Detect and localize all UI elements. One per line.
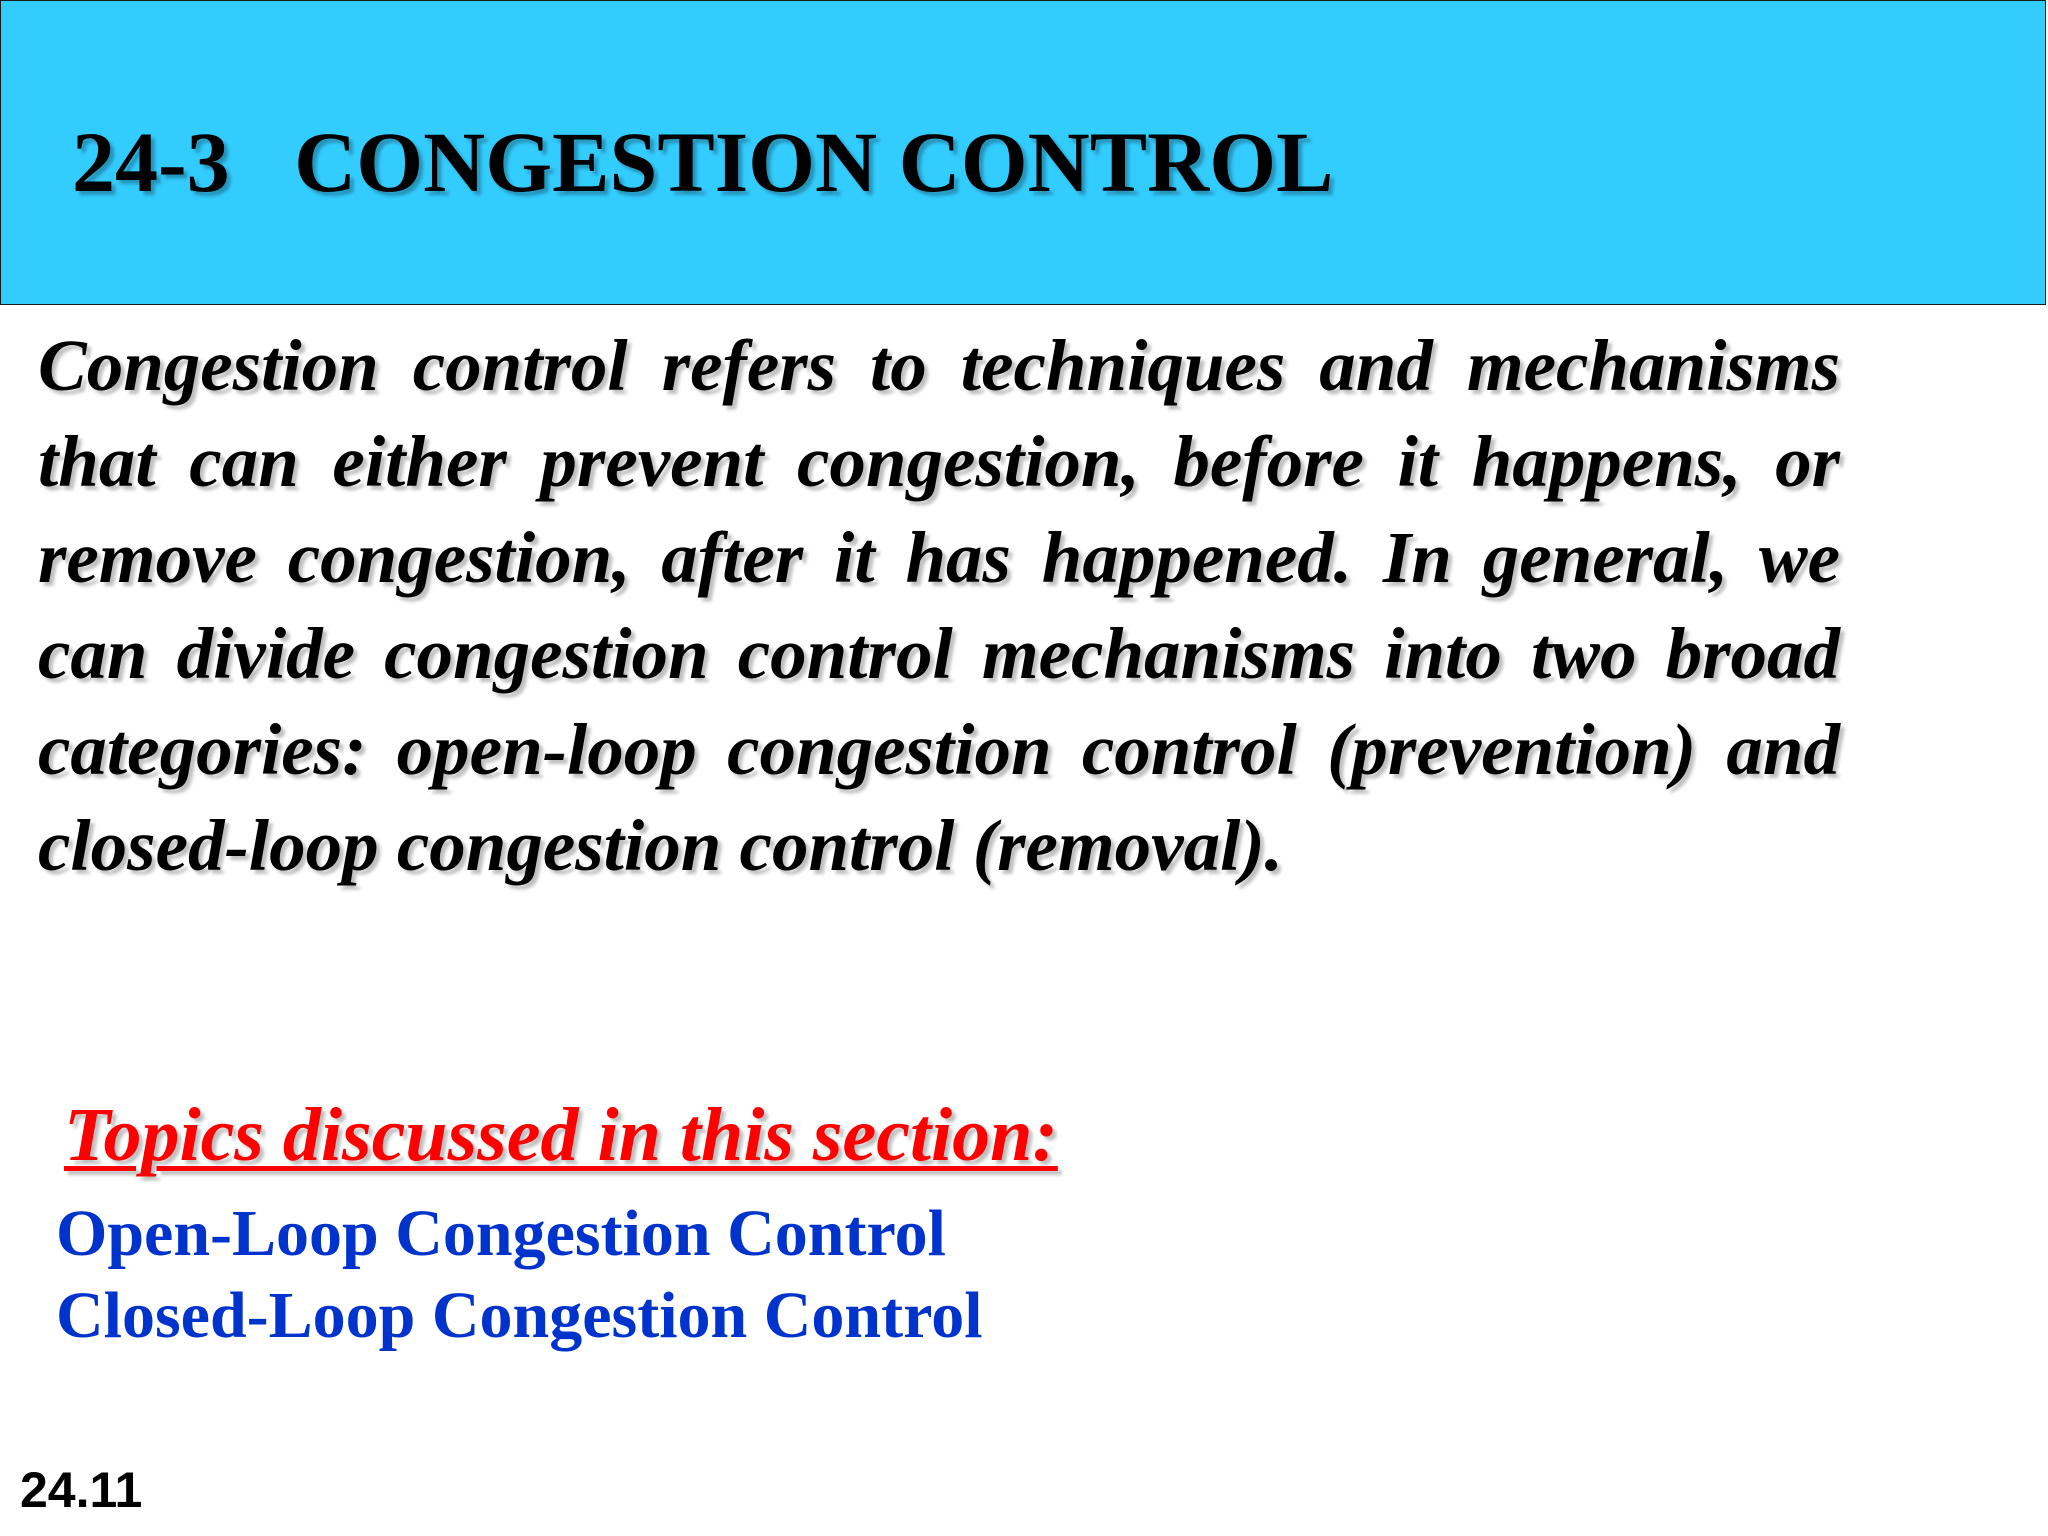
page-number: 24.11 (20, 1462, 143, 1518)
topics-list (56, 1193, 983, 1357)
topic-item-closed-loop: Closed-Loop Congestion Control (56, 1279, 983, 1352)
topics-heading: Topics discussed in this section: (64, 1093, 1058, 1177)
slide-title: 24-3 CONGESTION CONTROL (72, 114, 1334, 210)
body-paragraph: Congestion control refers to techniques and mechanisms that can either prevent congestion, before it happens, or remove congestion, after it has happened. In general, we can divide congestion control mechanisms into two broad categories: open-loop congestion control (prevention) and closed-loop congestion control (removal). (38, 325, 1840, 886)
topic-item-open-loop: Open-Loop Congestion Control (56, 1197, 946, 1270)
